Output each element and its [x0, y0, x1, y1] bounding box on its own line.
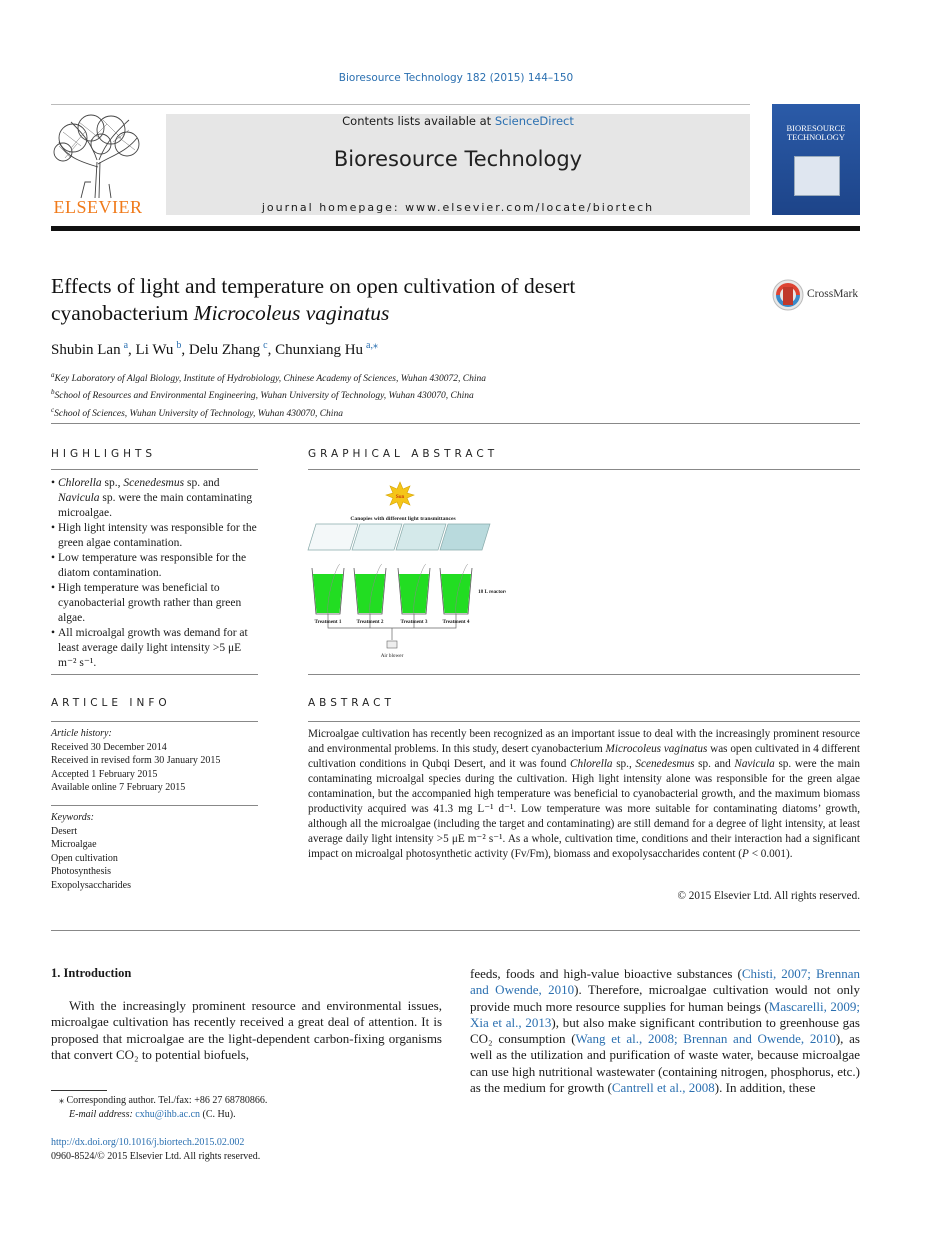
text-run: Microalgae cultivation has recently been recognized as an important issue to deal with the increasingly prominent resource and environmental problems. In this study, desert cyanobacterium — [308, 728, 860, 755]
journal-title: Bioresource Technology — [333, 147, 583, 171]
highlight-text: sp., — [101, 477, 124, 489]
highlight-text: sp. and — [184, 477, 220, 489]
affiliation — [51, 369, 751, 386]
citation-link[interactable]: Mascarelli, 2009; Xia et al., 2013 — [470, 998, 860, 1030]
issn-line: 0960-8524/© 2015 Elsevier Ltd. All rights reserved. — [51, 1150, 261, 1162]
text-run: was open cultivated in 4 different cultivation conditions in Qubqi Desert, and it was found — [308, 743, 860, 770]
title-prefix: cyanobacterium — [51, 301, 194, 325]
italic-term: P — [742, 848, 749, 860]
affiliation-text: School of Sciences, Wuhan University of Technology, Wuhan 430070, China — [54, 409, 343, 420]
journal-reference[interactable]: Bioresource Technology 182 (2015) 144–150 — [338, 72, 574, 84]
history-entry: Accepted 1 February 2015 — [51, 768, 158, 780]
reactor-culture — [355, 574, 385, 613]
contents-line — [166, 114, 750, 128]
text-run: sp. and — [694, 758, 735, 770]
journal-masthead — [166, 114, 750, 215]
corresponding-author-note: ⁎ Corresponding author. Tel./fax: +86 27 68780866. — [59, 1095, 268, 1106]
cover-figure — [794, 156, 840, 196]
keywords-label: Keywords: — [51, 812, 94, 823]
italic-term: Chlorella — [570, 758, 613, 770]
crossmark-label: CrossMark — [807, 288, 859, 300]
text-run: ), as well as the utilization and purification of waste water, because microalgae can use high nutritional wastewater (containing nitrogen, phosphorus, etc.) as the medium for growth ( — [470, 1031, 860, 1096]
author-name[interactable]: Delu Zhang — [188, 342, 261, 358]
title-line-1: Effects of light and temperature on open cultivation of desert — [51, 274, 576, 298]
elsevier-tree-icon — [51, 112, 145, 200]
email-link[interactable]: cxhu@ihb.ac.cn — [135, 1108, 201, 1120]
highlight-text: High temperature was beneficial to cyanobacterial growth rather than green algae. — [58, 582, 242, 624]
canopy-2 — [352, 524, 402, 550]
contents-prefix: Contents lists available at — [342, 114, 495, 128]
text-run: < 0.001). — [748, 848, 793, 860]
abstract-heading: ABSTRACT — [308, 697, 395, 709]
reactor-culture — [399, 574, 429, 613]
canopies-label: Canopies with different light transmittances — [350, 516, 456, 522]
highlight-item — [51, 551, 261, 581]
header-rule — [51, 226, 860, 231]
affiliation-text: School of Resources and Environmental Engineering, Wuhan University of Technology, Wuhan 430070, China — [54, 391, 474, 402]
keyword[interactable]: Microalgae — [51, 839, 97, 850]
text-run: sp. were the main contaminating microalgal species during the cultivation. High light intensity alone was responsible for the green algae contamination, but the accompanied high temperature was beneficial to cyanobacterial growth, and the maximum biomass productivity acquired was 41.3 mg L⁻¹ d⁻¹. Low temperature was more suitable for contaminating diatoms’ growth, although all the microalgae (including the target and contaminating) are still demand for a degree of light intensity, at least average daily light intensity >5 μE m⁻² s⁻¹. As a whole, cultivation time, conditions and their interaction had a significant impact on microalgal photosynthetic activity (Fv/Fm), biomass and exopolysaccharides content ( — [308, 758, 860, 860]
sciencedirect-link[interactable]: ScienceDirect — [494, 114, 574, 128]
canopy-3 — [396, 524, 446, 550]
affiliation-mark: c — [51, 405, 55, 414]
treatment-label: Treatment 3 — [400, 619, 428, 625]
author-affiliation-mark[interactable]: c — [263, 340, 268, 351]
history-list — [51, 741, 261, 795]
affiliation-list — [51, 369, 751, 421]
affiliation-mark: a — [51, 371, 55, 379]
homepage-link[interactable]: www.elsevier.com/locate/biortech — [405, 201, 655, 214]
abstract-text — [308, 727, 860, 862]
italic-term: Microcoleus vaginatus — [605, 743, 708, 755]
citation-link[interactable]: Cantrell et al., 2008 — [611, 1080, 715, 1096]
reactor-culture — [441, 574, 471, 613]
highlight-item — [51, 476, 261, 521]
highlights-list — [51, 476, 261, 671]
air-blower-icon — [387, 641, 397, 648]
doi-link[interactable]: http://dx.doi.org/10.1016/j.biortech.2015.02.002 — [51, 1137, 245, 1148]
history-entry: Received in revised form 30 January 2015 — [51, 755, 221, 766]
email-suffix: (C. Hu). — [200, 1108, 236, 1120]
keyword[interactable]: Exopolysaccharides — [51, 879, 131, 891]
author-name[interactable]: Shubin Lan — [51, 342, 121, 358]
graphical-abstract-figure — [306, 478, 506, 663]
reactor-culture — [313, 574, 343, 613]
elsevier-logo[interactable] — [51, 112, 145, 216]
affiliation — [51, 404, 751, 421]
highlight-text: Chlorella — [58, 477, 102, 489]
affiliation-text: Key Laboratory of Algal Biology, Institute of Hydrobiology, Chinese Academy of Sciences, Wuhan 430072, China — [54, 374, 486, 385]
text-run: ). In addition, these — [714, 1080, 816, 1096]
intro-right-column — [470, 966, 860, 1096]
footnote — [51, 1094, 442, 1121]
highlight-text: sp. were the main contaminating microalgae. — [58, 492, 253, 519]
text-run: With the increasingly prominent resource and environmental issues, microalgae cultivation has recently received a great deal of attention. It is proposed that microalgae are the light-dependent carbon-fixing organisms that convert CO₂ to potential biofuels, — [51, 998, 442, 1062]
canopy-4 — [440, 524, 490, 550]
email-label: E-mail address: — [69, 1108, 136, 1120]
journal-cover[interactable] — [772, 104, 860, 215]
title-species: Microcoleus vaginatus — [193, 301, 390, 325]
treatment-label: Treatment 4 — [442, 619, 470, 625]
cover-title: BIORESOURCE TECHNOLOGY — [786, 123, 846, 142]
intro-left-column — [51, 998, 442, 1063]
highlights-heading: HIGHLIGHTS — [51, 448, 157, 460]
italic-term: Scenedesmus — [635, 758, 695, 770]
abstract-copyright: © 2015 Elsevier Ltd. All rights reserved. — [677, 890, 860, 902]
highlight-item — [51, 581, 261, 626]
keyword[interactable]: Open cultivation — [51, 852, 118, 864]
affiliation-mark: b — [51, 388, 55, 397]
italic-term: Navicula — [734, 758, 775, 770]
sun-icon — [386, 482, 414, 509]
keyword[interactable]: Desert — [51, 825, 78, 837]
affiliation — [51, 386, 751, 403]
treatment-label: Treatment 2 — [356, 619, 384, 625]
history-label: Article history: — [51, 728, 112, 739]
keywords-block — [51, 811, 261, 892]
graphical-abstract-heading: GRAPHICAL ABSTRACT — [308, 448, 499, 460]
reactor-label: 18 L reactors — [478, 589, 506, 595]
highlight-text: Low temperature was responsible for the diatom contamination. — [58, 552, 247, 579]
treatment-label: Treatment 1 — [314, 619, 342, 625]
citation-link[interactable]: Chisti, 2007; Brennan and Owende, 2010 — [470, 966, 860, 998]
text-run: feeds, foods and high-value bioactive substances ( — [470, 966, 742, 981]
crossmark-badge[interactable] — [772, 279, 864, 311]
doi-block — [51, 1136, 442, 1163]
author-name[interactable]: Li Wu — [135, 342, 174, 358]
highlight-item — [51, 626, 261, 671]
author-affiliation-mark[interactable]: a,⁎ — [366, 340, 378, 351]
keyword[interactable]: Photosynthesis — [51, 866, 112, 877]
elsevier-wordmark: ELSEVIER — [53, 197, 143, 217]
history-entry: Received 30 December 2014 — [51, 741, 167, 753]
text-run: ). Therefore, microalgae cultivation would not only provide much more resource supplies for human beings ( — [470, 982, 860, 1014]
blower-label: Air blower — [380, 653, 404, 659]
article-title — [51, 273, 751, 327]
history-entry: Available online 7 February 2015 — [51, 782, 186, 793]
text-run: sp., — [612, 758, 636, 770]
highlight-text: Navicula — [58, 492, 100, 504]
author-list: Shubin Lan $^a$, Li Wu $^b$, Delu Zhang $^c$, Chunxiang Hu $^{a,⁎}$ — [51, 340, 378, 358]
article-history — [51, 727, 261, 795]
author-name[interactable]: Chunxiang Hu — [275, 342, 364, 358]
sun-label: Sun — [395, 494, 405, 500]
canopy-1 — [308, 524, 358, 550]
homepage-prefix: journal homepage: — [261, 201, 406, 214]
highlight-text: Scenedesmus — [123, 477, 185, 489]
highlight-item — [51, 521, 261, 551]
article-info-heading: ARTICLE INFO — [51, 697, 171, 709]
email-line — [51, 1108, 442, 1122]
crossmark-icon — [772, 279, 804, 311]
citation-link[interactable]: Wang et al., 2008; Brennan and Owende, 2010 — [575, 1031, 836, 1047]
title-line-2 — [51, 300, 751, 327]
intro-heading: 1. Introduction — [51, 966, 132, 980]
keyword-list — [51, 825, 261, 893]
homepage-line — [166, 201, 750, 214]
author-affiliation-mark[interactable]: b — [176, 340, 182, 351]
text-run: ), but also make significant contribution to greenhouse gas CO₂ consumption ( — [470, 1014, 860, 1047]
highlight-text: All microalgal growth was demand for at least average daily light intensity >5 μE m⁻² s⁻¹. — [58, 627, 248, 669]
highlight-text: High light intensity was responsible for the green algae contamination. — [58, 522, 257, 549]
author-affiliation-mark[interactable]: a — [123, 340, 129, 351]
